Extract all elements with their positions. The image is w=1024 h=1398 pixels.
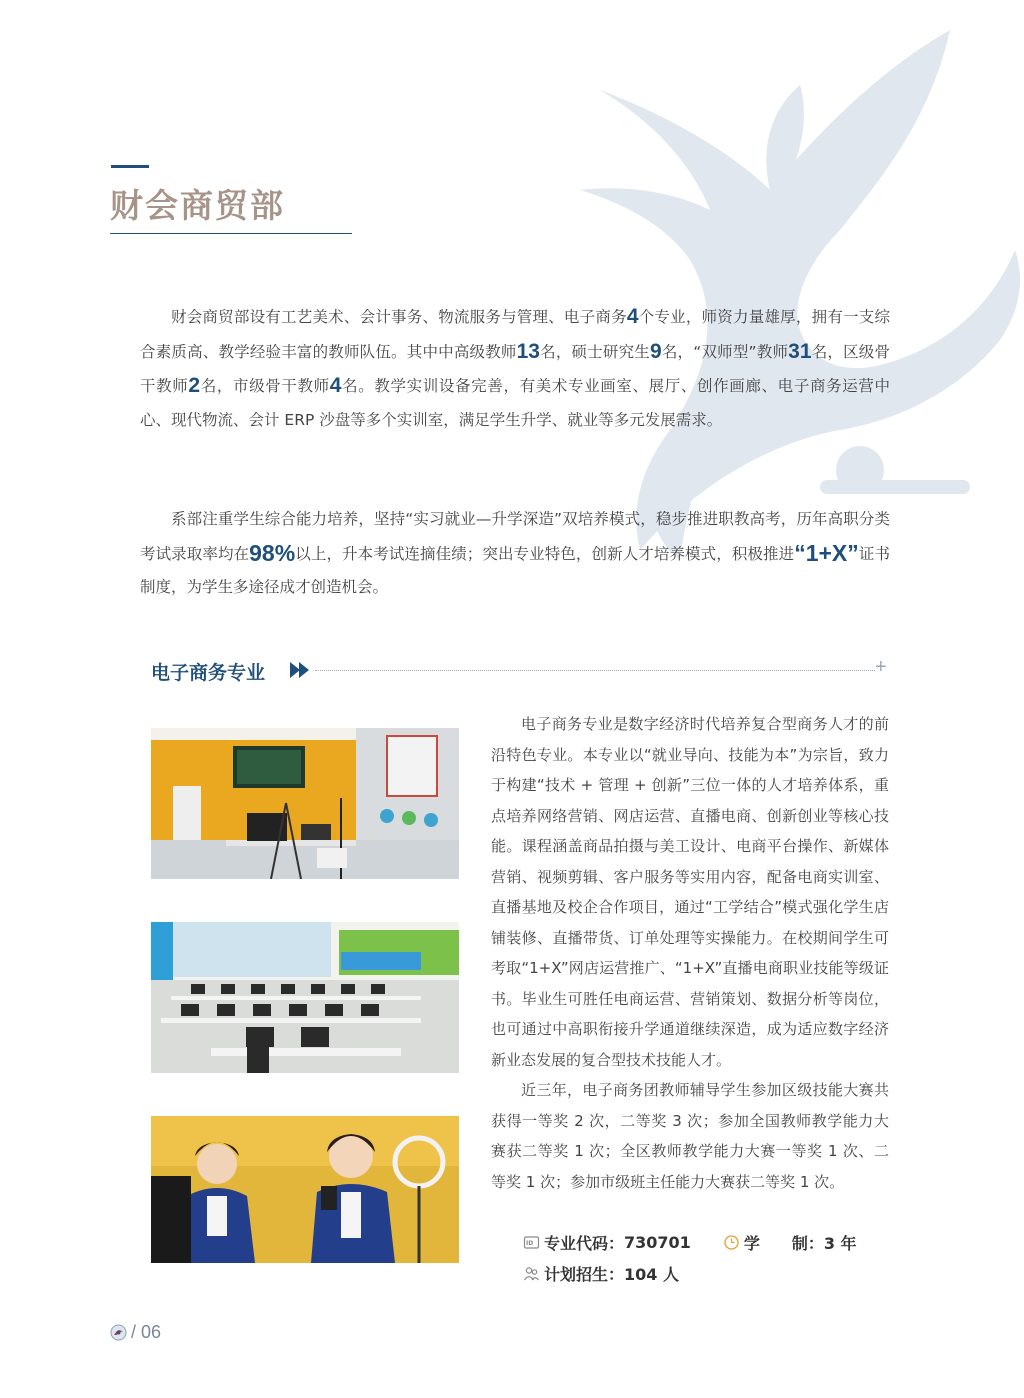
stat-senior-teachers: 13 (516, 339, 540, 363)
school-logo-icon (110, 1324, 127, 1341)
duration-label: 学 制： (743, 1234, 824, 1253)
page-number: / 06 (131, 1322, 162, 1342)
enrollment-info-row (523, 1262, 679, 1285)
intro-text: 系部注重学生综合能力培养，坚持“实习就业—升学深造”双培养模式，稳步推进职教高考，历年高职分类考试录取率均在 (140, 510, 890, 563)
section-header (151, 656, 891, 686)
intro-paragraph-2 (140, 503, 890, 605)
major-code-value: 730701 (624, 1233, 691, 1252)
enrollment-value: 104 人 (624, 1265, 679, 1284)
title-underline (110, 233, 352, 234)
intro-text: 以上，升本考试连摘佳绩；突出专业特色，创新人才培养模式，积极推进 (295, 544, 795, 563)
intro-text: 名，硕士研究生 (539, 342, 650, 361)
id-card-icon (523, 1234, 540, 1251)
page-title: 财会商贸部 (110, 186, 285, 225)
page-footer (110, 1322, 161, 1343)
stat-admission-rate: 98% (249, 539, 296, 566)
section-title: 电子商务专业 (151, 662, 266, 684)
stat-majors: 4 (626, 305, 639, 328)
svg-text:ID: ID (526, 1240, 534, 1247)
photo-computer-lab (151, 922, 459, 1073)
stat-masters: 9 (649, 339, 662, 363)
photo-livestream-studio (151, 728, 459, 879)
title-accent-bar (111, 165, 149, 168)
intro-text: 财会商贸部设有工艺美术、会计事务、物流服务与管理、电子商务 (171, 308, 627, 326)
intro-text: 名。教学实训设备完善，有美术专业画室、展厅、创作画廊、电子商务运营中心、现代物流、会计 ERP 沙盘等多个实训室，满足学生升学、就业等多元发展需求。 (140, 377, 890, 429)
awards-paragraph: 近三年，电子商务团教师辅导学生参加区级技能大赛共获得一等奖 2 次，二等奖 3 次；参加全国教师教学能力大赛获二等奖 1 次；全区教师教学能力大赛一等奖 1 次、二等奖 1 次；参加市级班主任能力大赛获二等奖 1 次。 (491, 1081, 889, 1191)
stat-district-teachers: 2 (188, 374, 201, 397)
people-icon (523, 1265, 540, 1282)
photo-students-livestream (151, 1116, 459, 1263)
intro-paragraph-1 (140, 300, 890, 437)
intro-text: 名，“双师型”教师 (661, 342, 789, 361)
intro-text: 证书制度，为学生多途径成才创造机会。 (140, 544, 890, 596)
plus-icon: + (875, 656, 887, 678)
duration-value: 3 年 (823, 1234, 857, 1253)
stat-1plusx: “1+X” (794, 539, 859, 566)
major-code-label: 专业代码： (544, 1234, 625, 1253)
enrollment-label: 计划招生： (544, 1265, 625, 1284)
double-arrow-icon (288, 660, 312, 680)
major-description-paragraph: 电子商务专业是数字经济时代培养复合型商务人才的前沿特色专业。本专业以“就业导向、技能为本”为宗旨，致力于构建“技术 + 管理 + 创新”三位一体的人才培养体系，重点培养网络营销、网店运营、直播电商、创新创业等核心技能。课程涵盖商品拍摄与美工设计、电商平台操作、新媒体营销、视频剪辑、客户服务等实用内容，配备电商实训室、直播基地及校企合作项目，通过“工学结合”模式强化学生店铺装修、直播带货、订单处理等实操能力。在校期间学生可考取“1+X”网店运营推广、“1+X”直播电商职业技能等级证书。毕业生可胜任电商运营、营销策划、数据分析等岗位，也可通过中高职衔接升学通道继续深造，成为适应数字经济新业态发展的复合型技术技能人才。 (491, 715, 889, 1069)
major-info-row (523, 1231, 857, 1254)
major-description (491, 709, 889, 1197)
section-divider (315, 670, 875, 671)
intro-text: 个专业，师资力量雄厚，拥有一支综合素质高、教学经验丰富的教师队伍。其中中高级教师 (140, 308, 890, 361)
intro-text: 名，市级骨干教师 (200, 377, 330, 395)
clock-icon (723, 1234, 740, 1251)
stat-city-teachers: 4 (329, 374, 342, 397)
phoenix-watermark (520, 10, 1024, 570)
intro-text: 名，区级骨干教师 (140, 342, 890, 395)
stat-dual-teachers: 31 (788, 339, 812, 363)
